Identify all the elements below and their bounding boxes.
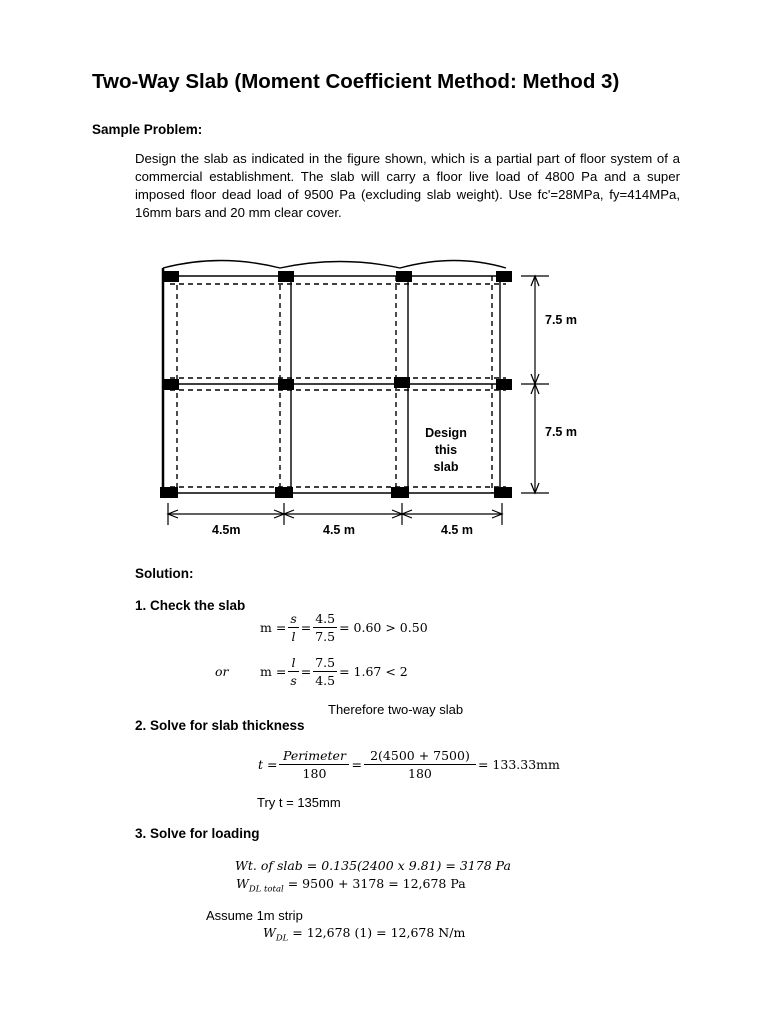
column [163,271,179,282]
fraction [288,655,298,688]
eq2-lhs: m = [260,664,287,679]
fraction-denominator: s [290,673,297,688]
try-thickness: Try t = 135mm [257,795,341,810]
dim-bottom-2: 4.5 m [323,523,355,537]
column [275,487,293,498]
fraction-denominator: 7.5 [315,629,336,644]
eq1-equals: = [300,620,312,635]
fraction-denominator: 180 [408,766,432,781]
eq1-lhs: m = [260,620,287,635]
fraction-numerator: Perimeter [279,748,349,765]
column [278,379,294,390]
total-dead-load-equation [236,876,466,895]
column [496,271,512,282]
column [163,379,179,390]
column [278,271,294,282]
fraction-numerator: 2(4500 + 7500) [364,748,476,765]
wdl-symbol: W [263,925,276,940]
fraction [313,655,337,688]
design-label-line1: Design [425,426,467,440]
fraction-numerator: 4.5 [315,611,336,626]
thickness-lhs: t = [258,757,278,772]
column [494,487,512,498]
fraction [279,748,349,781]
dim-bottom-3: 4.5 m [441,523,473,537]
page-title: Two-Way Slab (Moment Coefficient Method: Method 3) [92,70,620,93]
design-this-slab-label [412,425,480,476]
fraction [364,748,476,781]
break-line [163,261,506,269]
wdl-symbol: W [236,876,249,891]
slab-weight-text: Wt. of slab = 0.135(2400 x 9.81) = 3178 Pa [235,858,511,873]
thickness-rhs: = 133.33mm [477,757,560,772]
column [394,377,410,388]
two-way-conclusion: Therefore two-way slab [328,702,464,717]
problem-statement: Design the slab as indicated in the figure shown, which is a partial part of floor system of a commercial establishment. The slab will carry a floor live load of 4800 Pa and a super imposed floor dead load of 9500 Pa (excluding slab weight). Use fc'=28MPa, fy=414MPa, 16mm bars and 20 mm clear cover. [135,151,680,220]
fraction-denominator: 4.5 [315,673,336,688]
fraction-denominator: l [291,629,296,644]
step3-heading: 3. Solve for loading [135,826,260,841]
slab-ratio-equation-alt [260,655,408,688]
eq2-rhs: = 1.67 < 2 [339,664,408,679]
right-dimension [521,276,549,493]
fraction-numerator: s [290,611,297,626]
dim-right-top: 7.5 m [545,313,577,327]
fraction [288,611,298,644]
wdl-subscript: DL [275,933,289,944]
sample-problem-label: Sample Problem: [92,122,203,137]
fraction-numerator: 7.5 [315,655,336,670]
eq1-rhs: = 0.60 > 0.50 [339,620,428,635]
design-label-line3: slab [433,460,459,474]
fraction-numerator: l [288,655,298,672]
step1-heading: 1. Check the slab [135,598,246,613]
assume-strip: Assume 1m strip [206,908,303,923]
wdl-subscript: DL total [248,884,284,895]
strip-dead-load-text: = 12,678 (1) = 12,678 N/m [288,925,466,940]
dim-bottom-1: 4.5m [212,523,241,537]
slab-ratio-equation [260,611,428,644]
eq2-equals: = [300,664,312,679]
thickness-equation [258,748,560,781]
column [496,379,512,390]
step2-heading: 2. Solve for slab thickness [135,718,305,733]
fraction-denominator: 180 [302,766,327,781]
fraction [313,611,337,644]
strip-dead-load-equation [263,925,465,944]
thickness-equals: = [351,757,362,772]
solution-label: Solution: [135,566,194,581]
dim-right-bottom: 7.5 m [545,425,577,439]
column [391,487,409,498]
design-label-line2: this [434,443,458,457]
slab-weight-equation [235,858,511,873]
or-text: or [215,664,229,679]
bottom-dimension [168,503,502,525]
total-dead-load-text: = 9500 + 3178 = 12,678 Pa [283,876,466,891]
or-label [215,664,229,679]
column [160,487,178,498]
column [396,271,412,282]
